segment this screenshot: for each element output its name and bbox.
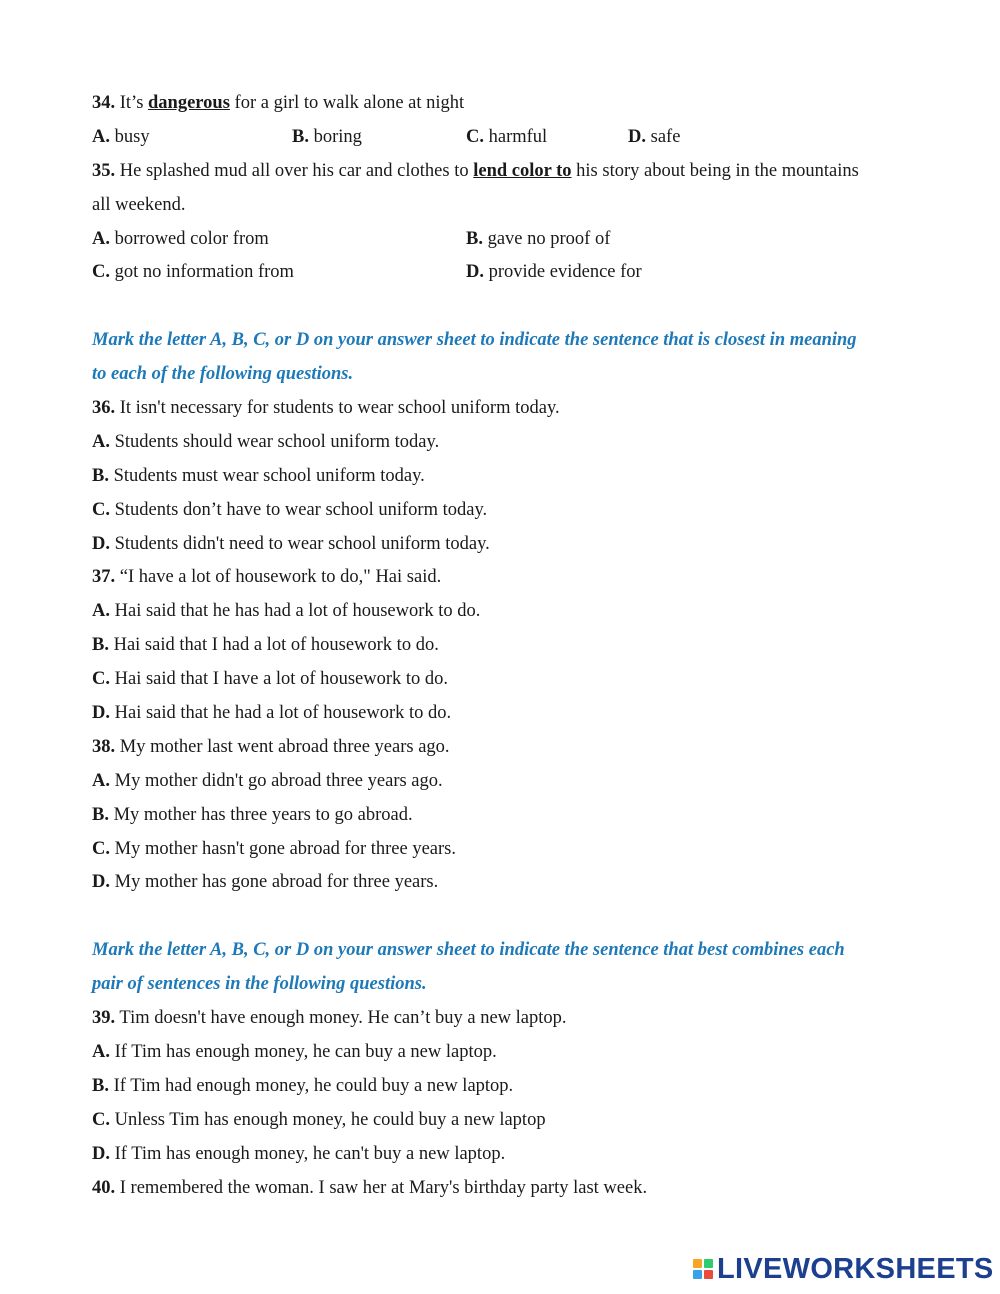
option-d[interactable]: D. Hai said that he had a lot of housework to do.: [92, 703, 452, 724]
option-b[interactable]: B. Students must wear school uniform today.: [92, 465, 425, 486]
option-d[interactable]: D. Students didn't need to wear school uniform today.: [92, 533, 490, 554]
liveworksheets-logo[interactable]: [693, 1253, 994, 1285]
question-text: I remembered the woman. I saw her at Mary's birthday party last week.: [119, 1177, 648, 1198]
question-text: Tim doesn't have enough money. He can’t buy a new laptop.: [119, 1008, 567, 1029]
logo-square: [693, 1259, 702, 1268]
option-a[interactable]: A. borrowed color from: [92, 228, 269, 249]
underlined-phrase: dangerous: [148, 93, 230, 113]
option-c[interactable]: C. My mother hasn't gone abroad for three years.: [92, 838, 456, 859]
question-35-options-row-2: [92, 256, 922, 290]
option-c[interactable]: C. Hai said that I have a lot of housework to do.: [92, 669, 449, 690]
question-text: My mother last went abroad three years ago.: [119, 736, 450, 757]
option-c[interactable]: C. got no information from: [92, 262, 294, 283]
option-c[interactable]: C. harmful: [466, 126, 548, 147]
spacer: [92, 900, 922, 934]
question-text: “I have a lot of housework to do," Hai said.: [119, 567, 442, 588]
question-38: [92, 731, 922, 765]
option-c[interactable]: C. Students don’t have to wear school uniform today.: [92, 499, 488, 520]
option-d[interactable]: D. provide evidence for: [466, 262, 642, 283]
question-35-options-row-1: [92, 223, 922, 257]
instruction-line: to each of the following questions.: [92, 364, 354, 385]
worksheet-page: [92, 87, 922, 1205]
question-number: 40.: [92, 1177, 116, 1198]
logo-mark-icon: [693, 1259, 713, 1279]
question-text: for a girl to walk alone at night: [234, 93, 465, 113]
option-a[interactable]: A. Students should wear school uniform today.: [92, 431, 440, 452]
option-b[interactable]: B. If Tim had enough money, he could buy a new laptop.: [92, 1075, 514, 1096]
option-c[interactable]: C. Unless Tim has enough money, he could buy a new laptop: [92, 1109, 546, 1130]
underlined-phrase: lend color to: [473, 160, 572, 181]
option-d[interactable]: D. If Tim has enough money, he can't buy a new laptop.: [92, 1143, 506, 1164]
option-a[interactable]: A. If Tim has enough money, he can buy a new laptop.: [92, 1041, 497, 1062]
question-text: It isn't necessary for students to wear school uniform today.: [119, 398, 560, 419]
question-36: [92, 392, 922, 426]
option-a[interactable]: A. busy: [92, 126, 150, 147]
logo-square: [704, 1259, 713, 1268]
question-number: 35.: [92, 160, 116, 181]
question-34-options: [92, 121, 922, 155]
question-number: 37.: [92, 567, 116, 588]
spacer: [92, 290, 922, 324]
option-d[interactable]: D. safe: [628, 126, 681, 147]
option-a[interactable]: A. My mother didn't go abroad three years ago.: [92, 770, 443, 791]
instruction-line: Mark the letter A, B, C, or D on your answer sheet to indicate the sentence that best combines each: [92, 940, 845, 961]
question-37: [92, 561, 922, 595]
option-b[interactable]: B. My mother has three years to go abroad.: [92, 804, 413, 825]
question-number: 36.: [92, 398, 116, 419]
question-number: 39.: [92, 1008, 116, 1029]
question-40: [92, 1172, 922, 1206]
question-text: his story about being in the mountains: [576, 160, 859, 181]
question-text: all weekend.: [92, 194, 186, 215]
option-a[interactable]: A. Hai said that he has had a lot of housework to do.: [92, 601, 481, 622]
logo-text: LIVEWORKSHEETS: [717, 1252, 994, 1285]
question-34: [92, 87, 922, 121]
option-b[interactable]: B. boring: [292, 126, 362, 147]
instruction-line: Mark the letter A, B, C, or D on your answer sheet to indicate the sentence that is closest in meaning: [92, 330, 857, 351]
option-d[interactable]: D. My mother has gone abroad for three years.: [92, 872, 439, 893]
logo-square: [693, 1270, 702, 1279]
question-35-continued: [92, 189, 922, 223]
question-39: [92, 1002, 922, 1036]
question-number: 34.: [92, 93, 116, 113]
option-b[interactable]: B. Hai said that I had a lot of housework to do.: [92, 635, 439, 656]
logo-square: [704, 1270, 713, 1279]
question-35: [92, 155, 922, 189]
question-number: 38.: [92, 736, 116, 757]
question-text: He splashed mud all over his car and clothes to: [119, 160, 469, 181]
question-text: It’s: [119, 93, 144, 113]
option-b[interactable]: B. gave no proof of: [466, 228, 611, 249]
instruction-line: pair of sentences in the following questions.: [92, 974, 427, 995]
